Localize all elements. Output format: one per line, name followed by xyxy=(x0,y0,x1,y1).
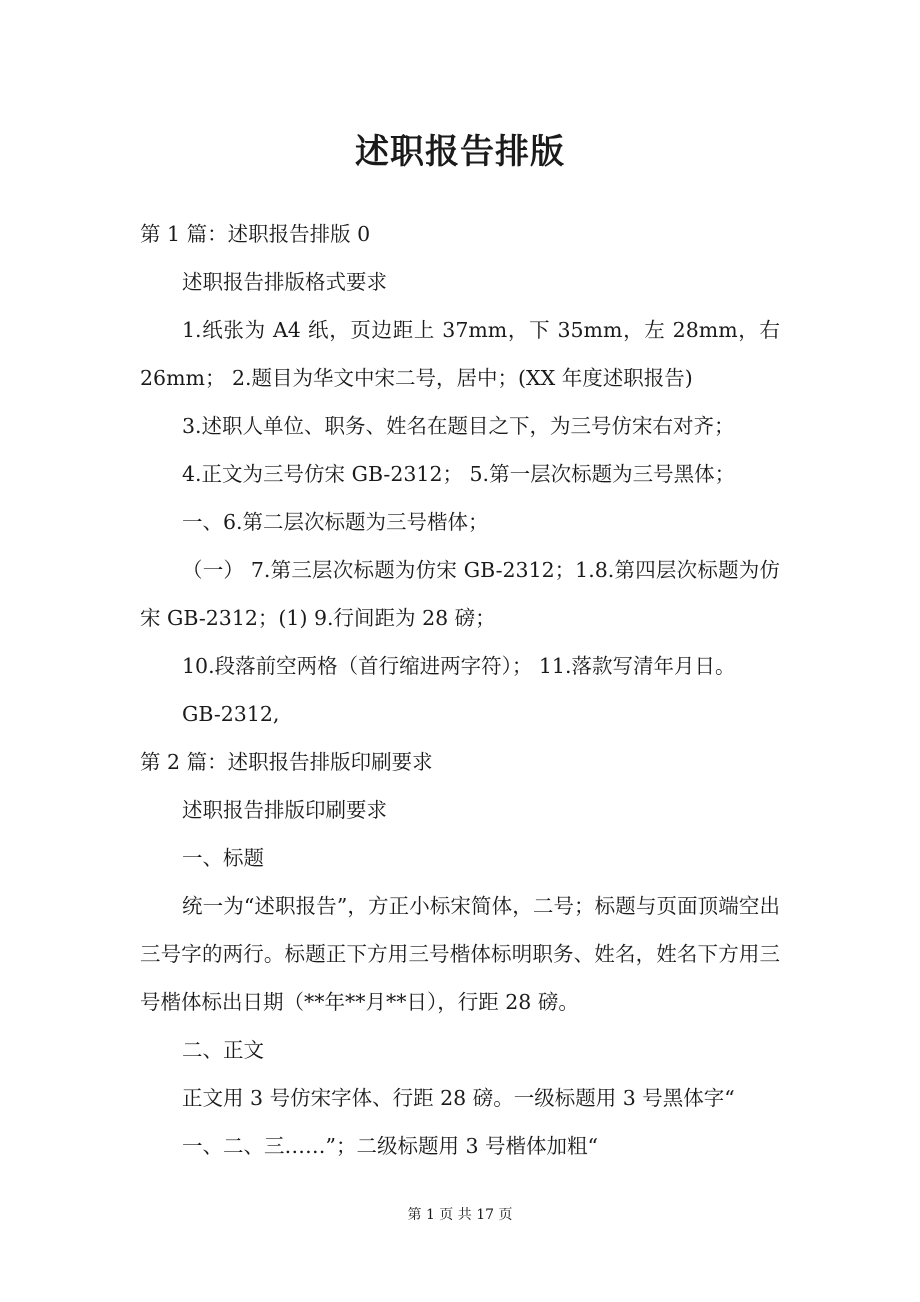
body-paragraph: 统一为“述职报告”，方正小标宋简体，二号；标题与页面顶端空出三号字的两行。标题正下方用三号楷体标明职务、姓名，姓名下方用三号楷体标出日期（**年**月**日），行距 28 磅。 xyxy=(140,894,780,1014)
body-paragraph: 二、正文 xyxy=(182,1038,264,1062)
body-paragraph: 一、6.第二层次标题为三号楷体； xyxy=(182,510,489,534)
body-paragraph: （一） 7.第三层次标题为仿宋 GB-2312；1.8.第四层次标题为仿宋 GB-2312；(1) 9.行间距为 28 磅； xyxy=(140,558,780,630)
body-paragraph: 第 1 篇：述职报告排版 0 xyxy=(140,222,371,246)
body-paragraph: 述职报告排版印刷要求 xyxy=(182,798,387,822)
body-paragraph: 一、标题 xyxy=(182,846,264,870)
body-paragraph: 4.正文为三号仿宋 GB-2312； 5.第一层次标题为三号黑体； xyxy=(182,462,736,486)
body-paragraph: 10.段落前空两格（首行缩进两字符）； 11.落款写清年月日。 xyxy=(182,654,736,678)
document-title: 述职报告排版 xyxy=(355,132,565,172)
body-paragraph: 正文用 3 号仿宋字体、行距 28 磅。一级标题用 3 号黑体字“ xyxy=(182,1086,735,1110)
body-paragraph: 1.纸张为 A4 纸，页边距上 37mm，下 35mm，左 28mm，右 26mm； 2.题目为华文中宋二号，居中；(XX 年度述职报告) xyxy=(140,318,780,390)
body-paragraph: 一、二、三……”；二级标题用 3 号楷体加粗“ xyxy=(182,1134,599,1158)
document-body xyxy=(140,210,780,1170)
body-paragraph: 第 2 篇：述职报告排版印刷要求 xyxy=(140,750,433,774)
body-paragraph: 3.述职人单位、职务、姓名在题目之下，为三号仿宋右对齐； xyxy=(182,414,735,438)
page-footer: 第 1 页 共 17 页 xyxy=(407,1207,513,1223)
body-paragraph: GB-2312, xyxy=(182,702,280,726)
body-paragraph: 述职报告排版格式要求 xyxy=(182,270,387,294)
